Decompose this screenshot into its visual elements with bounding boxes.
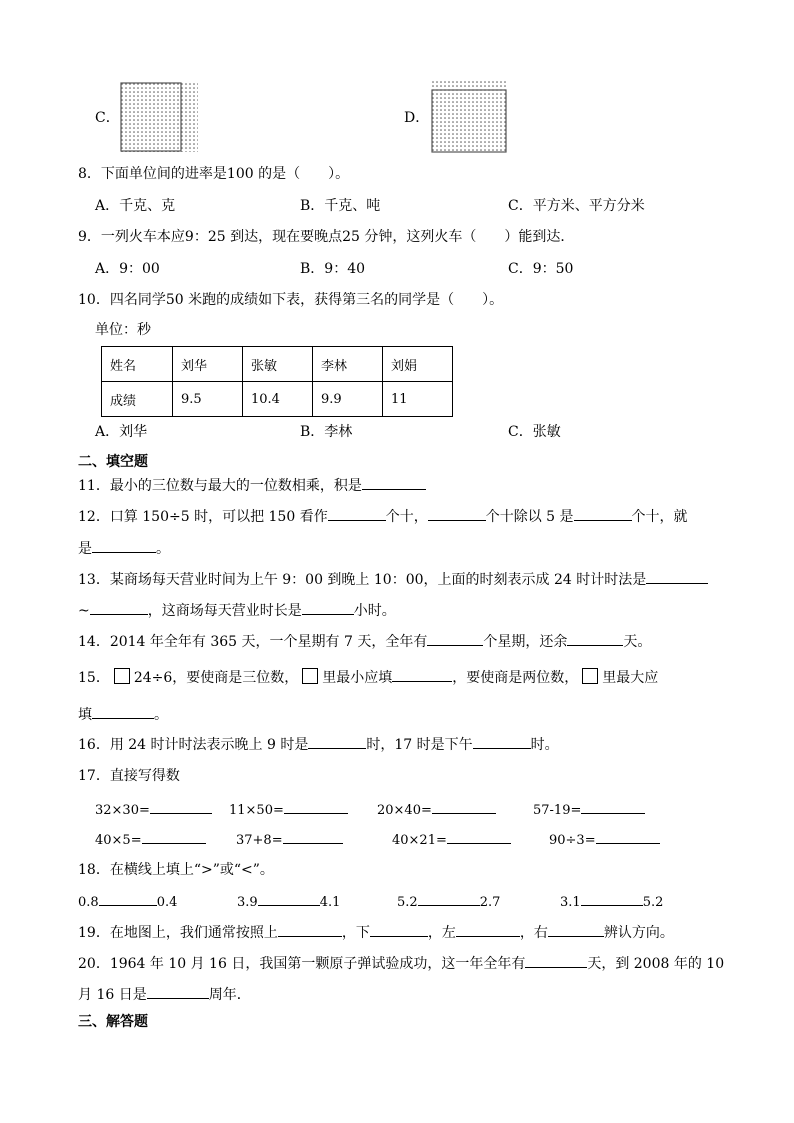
dotted-grid-figure-d	[431, 80, 509, 154]
q12-line2: 是 。	[78, 538, 170, 559]
option-d-label: D．	[404, 110, 430, 126]
option-c-label: C．	[95, 110, 120, 126]
q17-row1-item: 11×50=	[229, 799, 348, 821]
answer-blank[interactable]	[567, 631, 623, 646]
q8-stem: 8．下面单位间的进率是100 的是（ ）。	[78, 166, 350, 182]
score-table	[101, 346, 453, 417]
answer-blank[interactable]	[362, 475, 426, 490]
q10-option-b: B．李林	[300, 424, 353, 440]
q18-pair: 0.8 0.4	[78, 891, 177, 913]
table-cell: 11	[383, 382, 453, 417]
answer-blank[interactable]	[428, 506, 486, 521]
answer-blank[interactable]	[418, 891, 480, 906]
table-cell: 李林	[313, 347, 383, 382]
q8-option-c: C．平方米、平方分米	[508, 198, 645, 214]
square-box-icon	[302, 668, 318, 684]
q18-pair: 3.9 4.1	[237, 891, 340, 913]
answer-blank[interactable]	[581, 799, 645, 814]
answer-blank[interactable]	[370, 922, 428, 937]
q17-row1-item: 32×30=	[95, 799, 212, 821]
q17-row2-item: 40×5=	[95, 829, 206, 851]
answer-blank[interactable]	[150, 799, 212, 814]
table-row	[102, 382, 453, 417]
answer-blank[interactable]	[283, 829, 343, 844]
answer-blank[interactable]	[473, 734, 531, 749]
q11: 11．最小的三位数与最大的一位数相乘，积是	[78, 475, 426, 496]
answer-blank[interactable]	[92, 538, 156, 553]
table-cell: 10.4	[243, 382, 313, 417]
answer-blank[interactable]	[284, 799, 348, 814]
q17-row1-item: 57-19=	[533, 799, 645, 821]
answer-blank[interactable]	[147, 984, 209, 999]
square-box-icon	[582, 668, 598, 684]
q8-option-a: A．千克、克	[95, 198, 176, 214]
table-cell: 成绩	[102, 382, 173, 417]
answer-blank[interactable]	[525, 953, 587, 968]
q16: 16．用 24 时计时法表示晚上 9 时是 时，17 时是下午 时。	[78, 734, 559, 755]
answer-blank[interactable]	[278, 922, 342, 937]
answer-blank[interactable]	[99, 891, 157, 906]
section-heading-solve: 三、解答题	[78, 1014, 148, 1030]
answer-blank[interactable]	[258, 891, 320, 906]
q15-line2: 填 。	[78, 704, 168, 725]
q18-stem: 18．在横线上填上“>”或“<”。	[78, 862, 274, 878]
q8-option-b: B．千克、吨	[300, 198, 381, 214]
q10-option-a: A．刘华	[95, 424, 148, 440]
q13-line1: 13．某商场每天营业时间为上午 9：00 到晚上 10：00，上面的时刻表示成 24 时计时法是	[78, 569, 708, 590]
q20-line2: 月 16 日是 周年．	[78, 984, 251, 1005]
answer-blank[interactable]	[90, 600, 148, 615]
answer-blank[interactable]	[308, 734, 366, 749]
answer-blank[interactable]	[328, 506, 386, 521]
dotted-grid-figure-c	[120, 82, 200, 154]
q15-line1: 15． 24÷6，要使商是三位数， 里最小应填 ，要使商是两位数， 里最大应	[78, 667, 658, 688]
answer-blank[interactable]	[447, 829, 511, 844]
answer-blank[interactable]	[432, 799, 496, 814]
q12-line1: 12．口算 150÷5 时，可以把 150 看作 个十， 个十除以 5 是 个十，就	[78, 506, 688, 527]
q9-option-a: A．9：00	[95, 261, 160, 277]
q9-option-b: B．9：40	[300, 261, 366, 277]
q17-row2-item: 90÷3=	[549, 829, 660, 851]
answer-blank[interactable]	[646, 569, 708, 584]
table-cell: 刘娟	[383, 347, 453, 382]
table-cell: 9.9	[313, 382, 383, 417]
answer-blank[interactable]	[92, 704, 154, 719]
q10-unit: 单位：秒	[95, 322, 151, 338]
answer-blank[interactable]	[302, 600, 354, 615]
q13-line2: ~ ，这商场每天营业时长是 小时。	[78, 600, 396, 621]
table-cell: 张敏	[243, 347, 313, 382]
answer-blank[interactable]	[574, 506, 632, 521]
q17-row2-item: 40×21=	[392, 829, 511, 851]
table-cell: 9.5	[173, 382, 243, 417]
answer-blank[interactable]	[142, 829, 206, 844]
answer-blank[interactable]	[456, 922, 520, 937]
table-row	[102, 347, 453, 382]
answer-blank[interactable]	[392, 667, 452, 682]
answer-blank[interactable]	[548, 922, 604, 937]
q17-row1-item: 20×40=	[377, 799, 496, 821]
q19: 19．在地图上，我们通常按照上 ，下 ，左 ，右 辨认方向。	[78, 922, 674, 943]
square-box-icon	[114, 668, 130, 684]
q18-pair: 3.1 5.2	[560, 891, 663, 913]
q18-pair: 5.2 2.7	[397, 891, 500, 913]
q9-option-c: C．9：50	[508, 261, 574, 277]
q10-option-c: C．张敏	[508, 424, 561, 440]
section-heading-fill-in: 二、填空题	[78, 454, 148, 470]
q17-row2-item: 37+8=	[236, 829, 343, 851]
q20-line1: 20．1964 年 10 月 16 日，我国第一颗原子弹试验成功，这一年全年有 天，到 2008 年的 10	[78, 953, 724, 974]
answer-blank[interactable]	[581, 891, 643, 906]
table-cell: 刘华	[173, 347, 243, 382]
answer-blank[interactable]	[596, 829, 660, 844]
table-cell: 姓名	[102, 347, 173, 382]
q10-stem: 10．四名同学50 米跑的成绩如下表，获得第三名的同学是（ ）。	[78, 292, 504, 308]
q9-stem: 9．一列火车本应9：25 到达，现在要晚点25 分钟，这列火车（ ）能到达．	[78, 229, 575, 245]
q17-stem: 17．直接写得数	[78, 768, 180, 784]
q14: 14．2014 年全年有 365 天，一个星期有 7 天，全年有 个星期，还余 天。	[78, 631, 651, 652]
answer-blank[interactable]	[427, 631, 483, 646]
